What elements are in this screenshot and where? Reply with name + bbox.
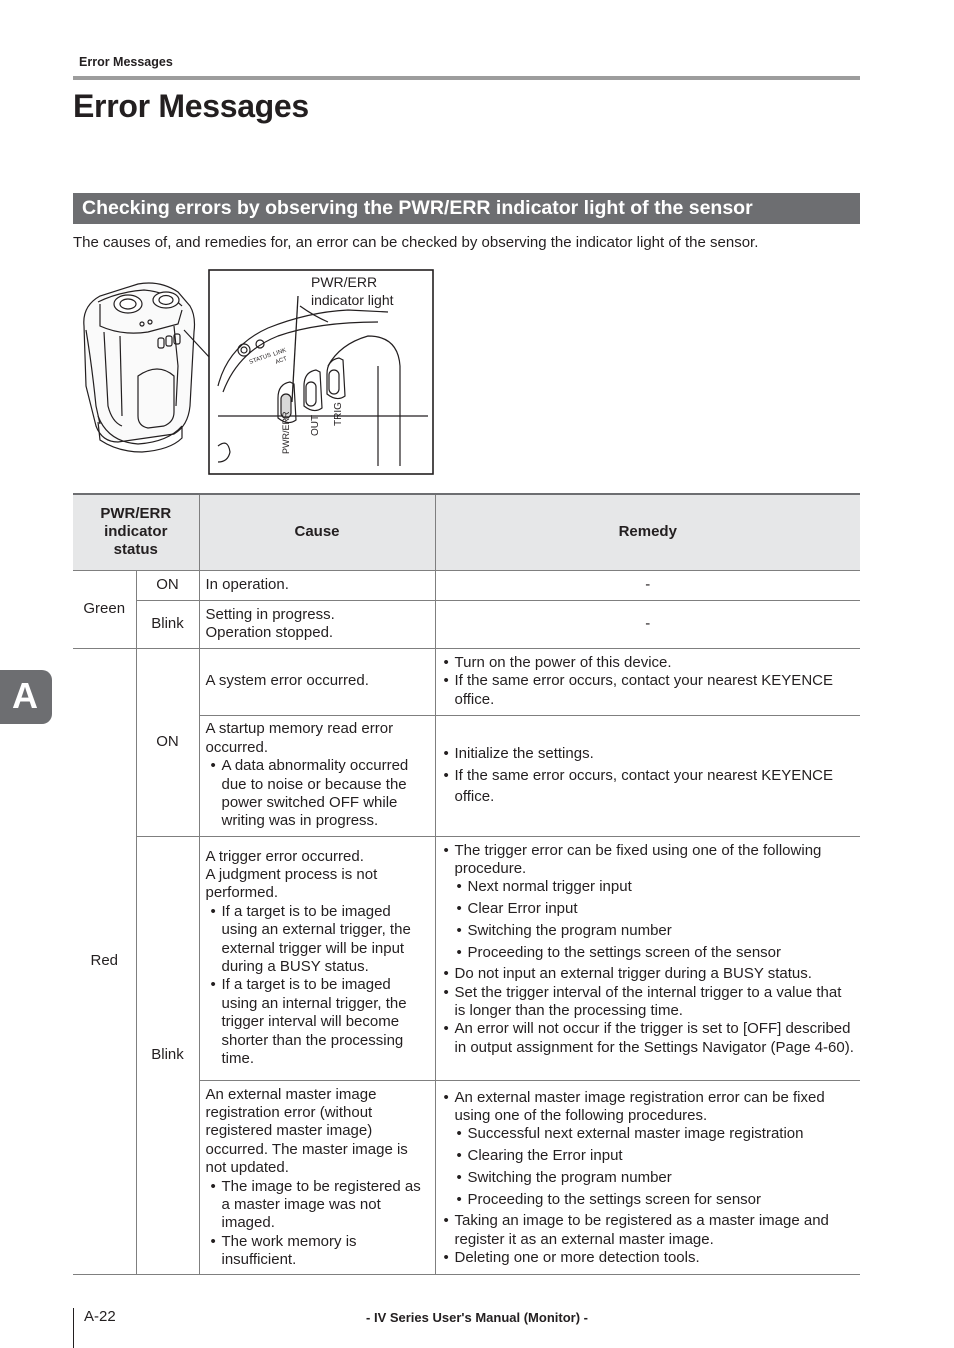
remedy-cell: - bbox=[435, 600, 860, 648]
cause-cell: A trigger error occurred. A judgment process is not performed. • If a target is to be imaged using an external trigger, the external trigger will be input during a BUSY status. • If a target is to be imaged using an internal trigger, the trigger interval will become shorter than the processing time. bbox=[199, 836, 435, 1080]
list-item: • An error will not occur if the trigger is set to [OFF] described in output assignment for the Settings Navigator (Page 4-60). bbox=[442, 1020, 855, 1057]
list-item: • A data abnormality occurred due to noise or because the power switched OFF while writing was in progress. bbox=[209, 757, 429, 831]
section-intro: The causes of, and remedies for, an error can be checked by observing the indicator light of the sensor. bbox=[73, 234, 759, 251]
lamp-label-pwr-err: PWR/ERR bbox=[281, 411, 291, 454]
cause-list bbox=[209, 903, 429, 1069]
list-item: • If the same error occurs, contact your nearest KEYENCE office. bbox=[442, 672, 855, 709]
list-item: • Clearing the Error input bbox=[442, 1147, 855, 1165]
footer-manual-title: - IV Series User's Manual (Monitor) - bbox=[366, 1310, 588, 1325]
remedy-cell: - bbox=[435, 570, 860, 600]
remedy-list bbox=[442, 842, 855, 1058]
status-state: ON bbox=[136, 570, 199, 600]
cause-list bbox=[209, 757, 429, 831]
list-item: • Clear Error input bbox=[442, 900, 855, 918]
section-title: Checking errors by observing the PWR/ERR indicator light of the sensor bbox=[82, 197, 753, 219]
status-state: ON bbox=[136, 648, 199, 836]
list-item: • If a target is to be imaged using an internal trigger, the trigger interval will become shorter than the processing time. bbox=[209, 976, 429, 1068]
lamp-label-out: OUT bbox=[310, 414, 321, 436]
cause-cell: Setting in progress. Operation stopped. bbox=[199, 600, 435, 648]
running-header: Error Messages bbox=[79, 55, 173, 69]
mini-label-status: STATUS bbox=[248, 352, 273, 366]
callout-label: PWR/ERR indicator light bbox=[311, 274, 394, 308]
header-cause: Cause bbox=[199, 494, 435, 570]
remedy-cell bbox=[435, 715, 860, 836]
page-number: A-22 bbox=[84, 1308, 116, 1325]
list-item: • Switching the program number bbox=[442, 922, 855, 940]
remedy-list bbox=[442, 1089, 855, 1268]
table-row bbox=[73, 570, 860, 600]
cause-cell: A startup memory read error occurred. • A data abnormality occurred due to noise or because the power switched OFF while writing was in progress. bbox=[199, 715, 435, 836]
remedy-list bbox=[442, 654, 855, 709]
section-heading-bar bbox=[73, 193, 860, 224]
list-item: • Deleting one or more detection tools. bbox=[442, 1249, 855, 1267]
status-color-green: Green bbox=[73, 570, 136, 648]
list-item: • Successful next external master image registration bbox=[442, 1125, 855, 1143]
list-item: • Do not input an external trigger during a BUSY status. bbox=[442, 965, 855, 983]
cause-list bbox=[209, 1178, 429, 1270]
error-table bbox=[73, 493, 860, 1275]
remedy-cell bbox=[435, 648, 860, 715]
remedy-list bbox=[442, 743, 855, 808]
table-row bbox=[73, 836, 860, 1080]
sensor-body-drawing bbox=[84, 283, 210, 452]
list-item: • Next normal trigger input bbox=[442, 878, 855, 896]
list-item: • Switching the program number bbox=[442, 1169, 855, 1187]
list-item: • Proceeding to the settings screen for sensor bbox=[442, 1191, 855, 1209]
lamp-label-trig: TRIG bbox=[333, 402, 344, 426]
status-color-red: Red bbox=[73, 648, 136, 1274]
list-item: • The image to be registered as a master image was not imaged. bbox=[209, 1178, 429, 1233]
header-rule bbox=[73, 76, 860, 80]
cause-cell: In operation. bbox=[199, 570, 435, 600]
list-item: • Proceeding to the settings screen of the sensor bbox=[442, 944, 855, 962]
remedy-cell bbox=[435, 836, 860, 1080]
appendix-side-tab: A bbox=[0, 670, 52, 724]
list-item: • Taking an image to be registered as a master image and register it as an external master image. bbox=[442, 1212, 855, 1249]
list-item: • If the same error occurs, contact your nearest KEYENCE office. bbox=[442, 765, 855, 808]
remedy-cell bbox=[435, 1080, 860, 1274]
list-item: • The trigger error can be fixed using one of the following procedure. • Next normal trigger input • Clear Error input • Switching the program number • Proceeding to the settings screen of the sensor bbox=[442, 842, 855, 963]
list-item: • Set the trigger interval of the internal trigger to a value that is longer than the processing time. bbox=[442, 984, 855, 1021]
status-state: Blink bbox=[136, 836, 199, 1274]
table-row bbox=[73, 648, 860, 715]
list-item: • If a target is to be imaged using an external trigger, the external trigger will be input during a BUSY status. bbox=[209, 903, 429, 977]
cause-cell: An external master image registration error (without registered master image) occurred. The master image is not updated. • The image to be registered as a master image was not imaged. • The work memory is insufficient. bbox=[199, 1080, 435, 1274]
remedy-sublist bbox=[442, 1125, 855, 1209]
cause-cell: A system error occurred. bbox=[199, 648, 435, 715]
list-item: • An external master image registration error can be fixed using one of the following procedures. • Successful next external master image registration • Clearing the Error input • Switching the program number • Proceeding to the settings screen for sensor bbox=[442, 1089, 855, 1210]
list-item: • The work memory is insufficient. bbox=[209, 1233, 429, 1270]
remedy-sublist bbox=[442, 878, 855, 962]
mini-label-link: LINK bbox=[272, 347, 288, 358]
mini-label-act: ACT bbox=[274, 356, 288, 366]
list-item: • Initialize the settings. bbox=[442, 743, 855, 765]
status-state: Blink bbox=[136, 600, 199, 648]
table-header-row bbox=[73, 494, 860, 570]
header-status: PWR/ERR indicator status bbox=[73, 494, 199, 570]
header-remedy: Remedy bbox=[435, 494, 860, 570]
list-item: • Turn on the power of this device. bbox=[442, 654, 855, 672]
page-title: Error Messages bbox=[73, 88, 309, 124]
table-row bbox=[73, 600, 860, 648]
